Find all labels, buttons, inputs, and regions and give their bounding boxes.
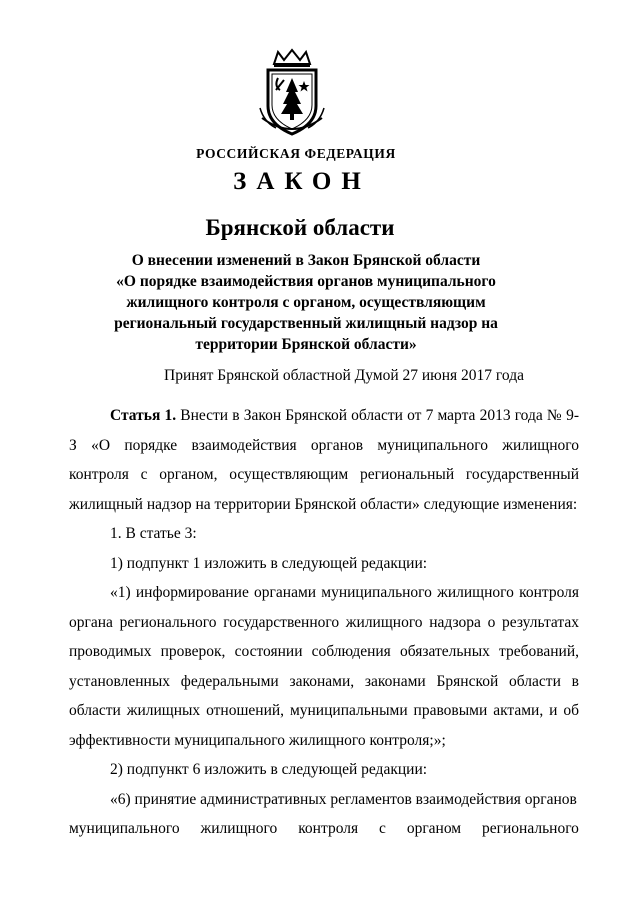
law-subject-title bbox=[96, 250, 516, 355]
coat-of-arms-emblem bbox=[256, 48, 328, 138]
subject-line: «О порядке взаимодействия органов муниципального bbox=[116, 273, 496, 290]
subject-line: жилищного контроля с органом, осуществляющим bbox=[126, 294, 486, 311]
item-1: 1. В статье 3: bbox=[110, 525, 197, 542]
word: муниципального bbox=[69, 820, 180, 837]
subject-line: региональный государственный жилищный надзор на bbox=[114, 315, 498, 332]
subitem-2: 2) подпункт 6 изложить в следующей редакции: bbox=[110, 761, 428, 778]
article-1-paragraph bbox=[69, 401, 579, 519]
adoption-statement: Принят Брянской областной Думой 27 июня 2017 года bbox=[164, 367, 524, 384]
word: с bbox=[379, 820, 386, 837]
subitem-2-text-continued bbox=[69, 814, 579, 844]
article-label: Статья 1. bbox=[110, 407, 177, 424]
region-heading: Брянской области bbox=[205, 215, 395, 240]
subject-line: О внесении изменений в Закон Брянской области bbox=[131, 252, 481, 269]
word: контроля bbox=[298, 820, 359, 837]
country-heading: РОССИЙСКАЯ ФЕДЕРАЦИЯ bbox=[196, 146, 396, 161]
word: регионального bbox=[482, 820, 579, 837]
subject-line: территории Брянской области» bbox=[195, 336, 417, 353]
subitem-1: 1) подпункт 1 изложить в следующей редакции: bbox=[110, 554, 428, 572]
article-intro-text: Внести в Закон Брянской области от 7 марта 2013 года № 9-З «О порядке взаимодействия органов муниципального жилищного контроля с органом, осуществляющим региональный государственный жилищный надзор на территории Брянской области» следующие изменения: bbox=[69, 407, 579, 513]
word: жилищного bbox=[200, 820, 278, 837]
law-body bbox=[69, 401, 579, 844]
subitem-2-text: «6) принятие административных регламентов взаимодействия органов bbox=[110, 790, 577, 808]
document-type-heading: ЗАКОН bbox=[233, 168, 371, 195]
subitem-1-text: «1) информирование органами муниципального жилищного контроля органа регионального государственного жилищного надзора о результатах проводимых проверок, состоянии соблюдения обязательных требований, установленных федеральными законами, законами Брянской области в области жилищных отношений, муниципальными правовыми актами, и об эффективности муниципального жилищного контроля;»; bbox=[69, 584, 579, 749]
word: органом bbox=[406, 820, 462, 837]
